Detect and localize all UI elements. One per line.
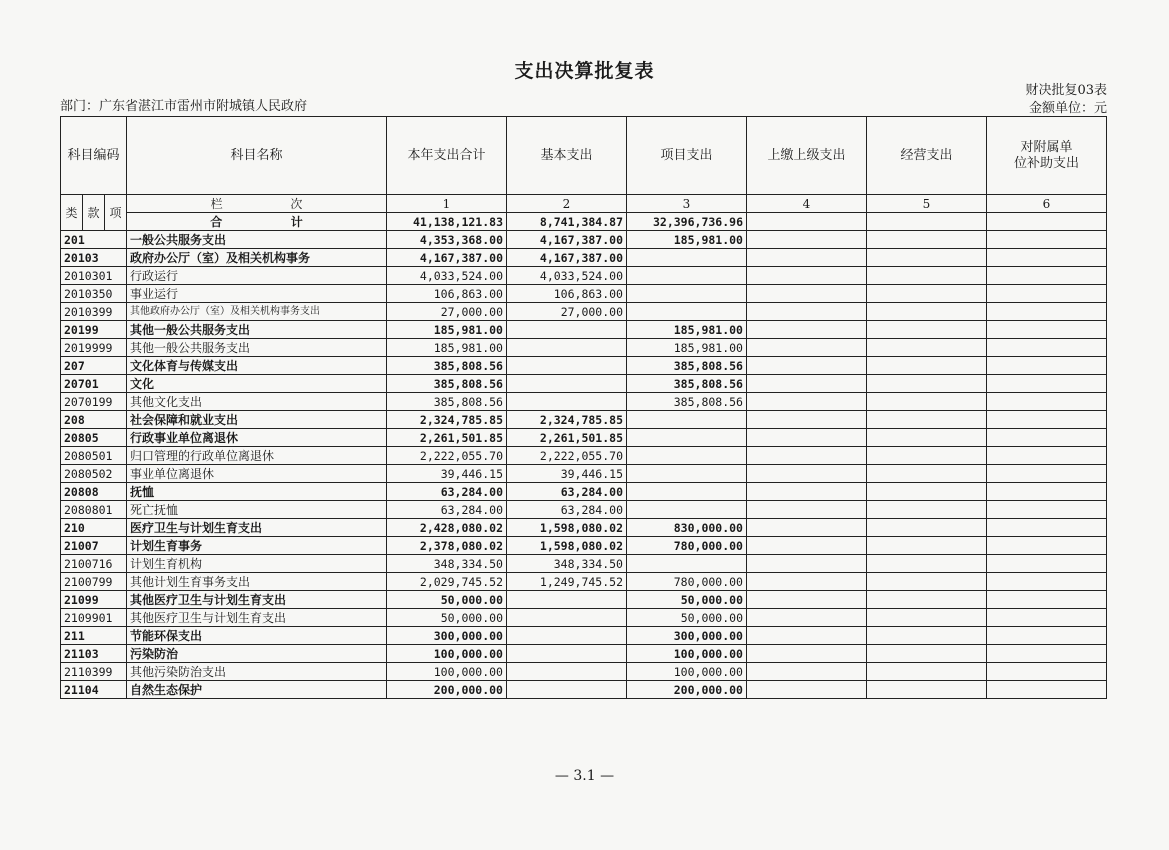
table-row <box>61 645 1107 663</box>
row-c3: 185,981.00 <box>627 231 747 249</box>
row-code: 20701 <box>61 375 127 393</box>
row-c5 <box>867 249 987 267</box>
table-row <box>61 609 1107 627</box>
header-c1: 本年支出合计 <box>387 117 507 195</box>
row-c4 <box>747 447 867 465</box>
total-c4 <box>747 213 867 231</box>
table-row <box>61 447 1107 465</box>
row-c4 <box>747 321 867 339</box>
header-c2: 基本支出 <box>507 117 627 195</box>
row-code: 2070199 <box>61 393 127 411</box>
row-code: 20808 <box>61 483 127 501</box>
row-c6 <box>987 303 1107 321</box>
row-c6 <box>987 537 1107 555</box>
row-c6 <box>987 573 1107 591</box>
page-title: 支出决算批复表 <box>514 60 655 82</box>
row-c3 <box>627 429 747 447</box>
row-c5 <box>867 465 987 483</box>
row-c4 <box>747 249 867 267</box>
row-c4 <box>747 681 867 699</box>
row-c5 <box>867 447 987 465</box>
row-c4 <box>747 501 867 519</box>
row-c4 <box>747 303 867 321</box>
row-name: 社会保障和就业支出 <box>127 411 387 429</box>
row-name: 行政运行 <box>127 267 387 285</box>
row-c3: 185,981.00 <box>627 339 747 357</box>
row-c1: 63,284.00 <box>387 501 507 519</box>
table-row <box>61 411 1107 429</box>
row-c6 <box>987 231 1107 249</box>
row-code: 21103 <box>61 645 127 663</box>
row-c1: 348,334.50 <box>387 555 507 573</box>
row-code: 2010301 <box>61 267 127 285</box>
row-c5 <box>867 285 987 303</box>
row-c1: 50,000.00 <box>387 609 507 627</box>
row-code: 2010350 <box>61 285 127 303</box>
row-c6 <box>987 627 1107 645</box>
row-code: 21104 <box>61 681 127 699</box>
row-c5 <box>867 393 987 411</box>
lanci-label <box>127 195 387 213</box>
unit-label: 金额单位：元 <box>1028 101 1107 116</box>
table-row <box>61 393 1107 411</box>
row-code: 2100716 <box>61 555 127 573</box>
row-c6 <box>987 375 1107 393</box>
row-c4 <box>747 537 867 555</box>
row-c3: 100,000.00 <box>627 645 747 663</box>
row-c6 <box>987 249 1107 267</box>
row-c5 <box>867 519 987 537</box>
row-c2 <box>507 393 627 411</box>
row-c6 <box>987 501 1107 519</box>
row-c5 <box>867 645 987 663</box>
row-code: 2110399 <box>61 663 127 681</box>
row-name: 文化 <box>127 375 387 393</box>
row-c2: 2,261,501.85 <box>507 429 627 447</box>
row-c5 <box>867 537 987 555</box>
row-c1: 2,261,501.85 <box>387 429 507 447</box>
row-c2: 63,284.00 <box>507 483 627 501</box>
row-c1: 2,378,080.02 <box>387 537 507 555</box>
table-row <box>61 339 1107 357</box>
row-code: 21099 <box>61 591 127 609</box>
header-c3: 项目支出 <box>627 117 747 195</box>
row-c3: 385,808.56 <box>627 393 747 411</box>
he-char: 合 <box>210 214 223 229</box>
table-row <box>61 429 1107 447</box>
row-c3 <box>627 285 747 303</box>
row-c3 <box>627 465 747 483</box>
row-c6 <box>987 555 1107 573</box>
row-code: 208 <box>61 411 127 429</box>
row-c4 <box>747 609 867 627</box>
row-c4 <box>747 573 867 591</box>
row-c6 <box>987 447 1107 465</box>
table-row <box>61 231 1107 249</box>
row-name: 其他污染防治支出 <box>127 663 387 681</box>
row-c6 <box>987 267 1107 285</box>
row-c3 <box>627 483 747 501</box>
table-row <box>61 285 1107 303</box>
row-c2 <box>507 681 627 699</box>
row-c1: 2,428,080.02 <box>387 519 507 537</box>
lan-char: 栏 <box>210 196 223 211</box>
row-c4 <box>747 285 867 303</box>
row-c1: 4,167,387.00 <box>387 249 507 267</box>
header-lei: 类 <box>61 195 83 231</box>
row-c5 <box>867 411 987 429</box>
row-c2: 4,167,387.00 <box>507 231 627 249</box>
row-c4 <box>747 591 867 609</box>
row-code: 2080501 <box>61 447 127 465</box>
row-c2 <box>507 591 627 609</box>
row-name: 其他医疗卫生与计划生育支出 <box>127 609 387 627</box>
header-c4: 上缴上级支出 <box>747 117 867 195</box>
row-c1: 100,000.00 <box>387 645 507 663</box>
row-name: 死亡抚恤 <box>127 501 387 519</box>
header-c5: 经营支出 <box>867 117 987 195</box>
row-c4 <box>747 267 867 285</box>
row-c3: 385,808.56 <box>627 375 747 393</box>
row-c5 <box>867 573 987 591</box>
row-c2: 39,446.15 <box>507 465 627 483</box>
row-c1: 4,353,368.00 <box>387 231 507 249</box>
table-row <box>61 501 1107 519</box>
row-c5 <box>867 231 987 249</box>
row-c1: 50,000.00 <box>387 591 507 609</box>
table-row <box>61 321 1107 339</box>
department-label: 部门：广东省湛江市雷州市附城镇人民政府 <box>60 99 308 114</box>
row-c1: 100,000.00 <box>387 663 507 681</box>
row-c3: 50,000.00 <box>627 609 747 627</box>
row-c4 <box>747 339 867 357</box>
row-c6 <box>987 429 1107 447</box>
row-code: 21007 <box>61 537 127 555</box>
page-number: — 3.1 — <box>554 768 615 784</box>
row-c3: 385,808.56 <box>627 357 747 375</box>
row-c6 <box>987 465 1107 483</box>
row-c5 <box>867 267 987 285</box>
row-c1: 2,222,055.70 <box>387 447 507 465</box>
row-c3 <box>627 501 747 519</box>
row-name: 污染防治 <box>127 645 387 663</box>
row-name: 事业运行 <box>127 285 387 303</box>
row-c1: 200,000.00 <box>387 681 507 699</box>
row-code: 20199 <box>61 321 127 339</box>
row-name: 自然生态保护 <box>127 681 387 699</box>
row-c2: 1,598,080.02 <box>507 519 627 537</box>
row-c1: 63,284.00 <box>387 483 507 501</box>
row-name: 计划生育事务 <box>127 537 387 555</box>
row-c6 <box>987 357 1107 375</box>
row-c2: 2,222,055.70 <box>507 447 627 465</box>
row-name: 节能环保支出 <box>127 627 387 645</box>
total-c3: 32,396,736.96 <box>627 213 747 231</box>
row-c2: 2,324,785.85 <box>507 411 627 429</box>
total-label <box>127 213 387 231</box>
row-c5 <box>867 429 987 447</box>
row-c2 <box>507 339 627 357</box>
row-c3 <box>627 267 747 285</box>
row-c2: 106,863.00 <box>507 285 627 303</box>
row-name: 事业单位离退休 <box>127 465 387 483</box>
col-number-5: 5 <box>867 195 987 213</box>
ci-char: 次 <box>290 196 303 211</box>
row-c3 <box>627 249 747 267</box>
row-name: 医疗卫生与计划生育支出 <box>127 519 387 537</box>
row-c3 <box>627 555 747 573</box>
table-row <box>61 663 1107 681</box>
row-code: 2080502 <box>61 465 127 483</box>
row-name: 文化体育与传媒支出 <box>127 357 387 375</box>
row-c6 <box>987 591 1107 609</box>
row-c6 <box>987 285 1107 303</box>
row-c1: 39,446.15 <box>387 465 507 483</box>
row-c6 <box>987 663 1107 681</box>
total-row <box>61 213 1107 231</box>
row-name: 其他文化支出 <box>127 393 387 411</box>
row-c6 <box>987 645 1107 663</box>
form-code: 财决批复03表 <box>1025 83 1107 98</box>
row-c3: 830,000.00 <box>627 519 747 537</box>
header-row <box>61 117 1107 195</box>
row-c4 <box>747 411 867 429</box>
row-c1: 4,033,524.00 <box>387 267 507 285</box>
row-name: 其他医疗卫生与计划生育支出 <box>127 591 387 609</box>
header-name: 科目名称 <box>127 117 387 195</box>
row-c5 <box>867 663 987 681</box>
table-row <box>61 537 1107 555</box>
row-c2 <box>507 357 627 375</box>
row-code: 2109901 <box>61 609 127 627</box>
row-c2 <box>507 645 627 663</box>
row-c6 <box>987 681 1107 699</box>
row-c4 <box>747 231 867 249</box>
row-c5 <box>867 681 987 699</box>
row-c6 <box>987 393 1107 411</box>
table-row <box>61 627 1107 645</box>
table-row <box>61 681 1107 699</box>
row-c2 <box>507 627 627 645</box>
row-c4 <box>747 429 867 447</box>
row-code: 201 <box>61 231 127 249</box>
header-c6-line2: 位补助支出 <box>1013 155 1079 171</box>
table-row <box>61 591 1107 609</box>
row-c5 <box>867 303 987 321</box>
row-c3: 780,000.00 <box>627 573 747 591</box>
header-c6-line1: 对附属单 <box>1020 139 1073 155</box>
row-name: 抚恤 <box>127 483 387 501</box>
row-c2: 1,598,080.02 <box>507 537 627 555</box>
table-row <box>61 465 1107 483</box>
row-c6 <box>987 339 1107 357</box>
row-c3: 50,000.00 <box>627 591 747 609</box>
row-c6 <box>987 321 1107 339</box>
row-c1: 2,324,785.85 <box>387 411 507 429</box>
row-c2: 1,249,745.52 <box>507 573 627 591</box>
header-c6 <box>987 117 1107 195</box>
table-row <box>61 357 1107 375</box>
row-c4 <box>747 483 867 501</box>
col-number-3: 3 <box>627 195 747 213</box>
col-number-1: 1 <box>387 195 507 213</box>
row-c1: 385,808.56 <box>387 357 507 375</box>
row-c3: 200,000.00 <box>627 681 747 699</box>
total-c5 <box>867 213 987 231</box>
expenditure-table <box>60 116 1107 699</box>
row-c5 <box>867 591 987 609</box>
table-row <box>61 555 1107 573</box>
row-c3: 100,000.00 <box>627 663 747 681</box>
row-c1: 185,981.00 <box>387 321 507 339</box>
row-c4 <box>747 555 867 573</box>
row-code: 2010399 <box>61 303 127 321</box>
row-c4 <box>747 645 867 663</box>
row-c6 <box>987 609 1107 627</box>
row-c5 <box>867 339 987 357</box>
row-c1: 2,029,745.52 <box>387 573 507 591</box>
row-c2: 348,334.50 <box>507 555 627 573</box>
header-code: 科目编码 <box>61 117 127 195</box>
row-c1: 385,808.56 <box>387 393 507 411</box>
row-code: 2080801 <box>61 501 127 519</box>
row-c2 <box>507 663 627 681</box>
row-name: 归口管理的行政单位离退休 <box>127 447 387 465</box>
row-c5 <box>867 357 987 375</box>
row-c1: 185,981.00 <box>387 339 507 357</box>
row-c2: 4,033,524.00 <box>507 267 627 285</box>
row-c4 <box>747 519 867 537</box>
row-c3 <box>627 303 747 321</box>
row-name: 计划生育机构 <box>127 555 387 573</box>
row-c4 <box>747 663 867 681</box>
table-row <box>61 573 1107 591</box>
row-c4 <box>747 627 867 645</box>
row-c4 <box>747 465 867 483</box>
header-kuan: 款 <box>83 195 105 231</box>
row-c5 <box>867 321 987 339</box>
col-number-2: 2 <box>507 195 627 213</box>
row-name: 其他一般公共服务支出 <box>127 321 387 339</box>
row-c5 <box>867 627 987 645</box>
row-c4 <box>747 357 867 375</box>
row-name: 其他一般公共服务支出 <box>127 339 387 357</box>
row-code: 20103 <box>61 249 127 267</box>
row-c1: 300,000.00 <box>387 627 507 645</box>
table-row <box>61 267 1107 285</box>
total-c2: 8,741,384.87 <box>507 213 627 231</box>
row-c5 <box>867 555 987 573</box>
row-c5 <box>867 375 987 393</box>
table-row <box>61 483 1107 501</box>
table-row <box>61 375 1107 393</box>
row-c5 <box>867 609 987 627</box>
row-c3: 300,000.00 <box>627 627 747 645</box>
row-c6 <box>987 519 1107 537</box>
row-name: 行政事业单位离退休 <box>127 429 387 447</box>
row-name: 其他政府办公厅（室）及相关机构事务支出 <box>127 303 387 321</box>
row-c5 <box>867 501 987 519</box>
row-c2 <box>507 321 627 339</box>
row-code: 2019999 <box>61 339 127 357</box>
row-c4 <box>747 393 867 411</box>
row-code: 20805 <box>61 429 127 447</box>
row-c2: 4,167,387.00 <box>507 249 627 267</box>
row-c3 <box>627 447 747 465</box>
row-code: 210 <box>61 519 127 537</box>
row-name: 其他计划生育事务支出 <box>127 573 387 591</box>
row-c2: 63,284.00 <box>507 501 627 519</box>
row-c4 <box>747 375 867 393</box>
column-number-row <box>61 195 1107 213</box>
table-row <box>61 303 1107 321</box>
row-code: 207 <box>61 357 127 375</box>
row-c5 <box>867 483 987 501</box>
row-c3: 185,981.00 <box>627 321 747 339</box>
row-c3: 780,000.00 <box>627 537 747 555</box>
col-number-4: 4 <box>747 195 867 213</box>
table-row <box>61 249 1107 267</box>
row-c2 <box>507 609 627 627</box>
header-xiang: 项 <box>105 195 127 231</box>
table-row <box>61 519 1107 537</box>
row-c6 <box>987 483 1107 501</box>
row-name: 政府办公厅（室）及相关机构事务 <box>127 249 387 267</box>
col-number-6: 6 <box>987 195 1107 213</box>
row-c3 <box>627 411 747 429</box>
total-c6 <box>987 213 1107 231</box>
row-code: 211 <box>61 627 127 645</box>
row-c2 <box>507 375 627 393</box>
row-c1: 106,863.00 <box>387 285 507 303</box>
total-c1: 41,138,121.83 <box>387 213 507 231</box>
row-c1: 385,808.56 <box>387 375 507 393</box>
ji-char: 计 <box>290 214 303 229</box>
row-name: 一般公共服务支出 <box>127 231 387 249</box>
row-code: 2100799 <box>61 573 127 591</box>
row-c6 <box>987 411 1107 429</box>
row-c2: 27,000.00 <box>507 303 627 321</box>
row-c1: 27,000.00 <box>387 303 507 321</box>
